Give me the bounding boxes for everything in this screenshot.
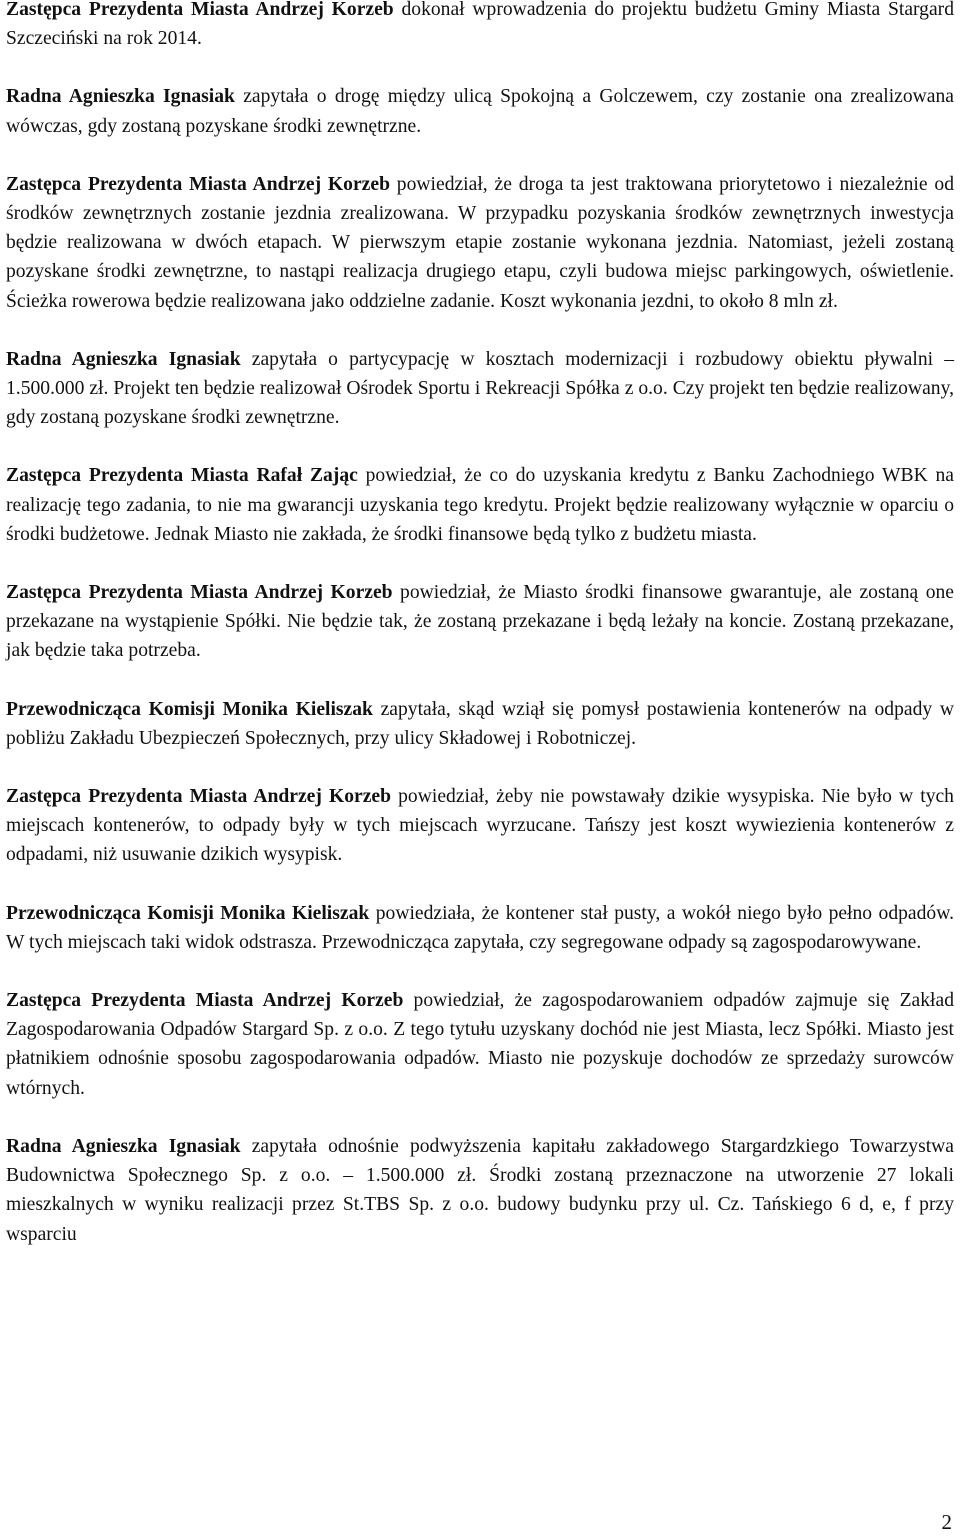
speaker-name: Przewodnicząca Komisji Monika Kieliszak <box>6 902 370 924</box>
page-number: 2 <box>941 1510 952 1534</box>
paragraph-text: zapytała odnośnie podwyższenia kapitału zakładowego Stargardzkiego Towarzystwa Budownictwa Społecznego Sp. z o.o. – 1.500.000 zł. Środki zostaną przeznaczone na utworzenie 27 lokali mieszkalnych w wyniku realizacji przez St.TBS Sp. z o.o. budowy budynku przy ul. Cz. Tańskiego 6 d, e, f przy wsparciu <box>6 1135 954 1245</box>
speaker-name: Radna Agnieszka Ignasiak <box>6 1135 241 1157</box>
speaker-name: Zastępca Prezydenta Miasta Andrzej Korzeb <box>6 786 392 808</box>
speaker-name: Zastępca Prezydenta Miasta Andrzej Korzeb <box>6 582 393 604</box>
paragraph <box>6 1132 954 1249</box>
paragraph-text: powiedział, że zagospodarowaniem odpadów zajmuje się Zakład Zagospodarowania Odpadów Stargard Sp. z o.o. Z tego tytułu uzyskany dochód nie jest Miasta, lecz Spółki. Miasto jest płatnikiem odnośnie sposobu zagospodarowania odpadów. Miasto nie pozyskuje dochodów ze sprzedaży surowców wtórnych. <box>6 990 954 1099</box>
paragraph-text: zapytała, skąd wziął się pomysł postawienia kontenerów na odpady w pobliżu Zakładu Ubezpieczeń Społecznych, przy ulicy Składowej i Robotniczej. <box>6 698 954 749</box>
paragraph <box>6 345 954 433</box>
paragraph-text: zapytała o drogę między ulicą Spokojną a Golczewem, czy zostanie ona zrealizowana wówczas, gdy zostaną pozyskane środki zewnętrzne. <box>6 86 955 137</box>
paragraph <box>6 782 954 870</box>
speaker-name: Zastępca Prezydenta Miasta Andrzej Korzeb <box>6 990 404 1012</box>
paragraph <box>6 986 954 1103</box>
paragraph <box>6 578 954 666</box>
paragraph-text: powiedziała, że kontener stał pusty, a wokół niego było pełno odpadów. W tych miejscach taki widok odstrasza. Przewodnicząca zapytała, czy segregowane odpady są zagospodarowywane. <box>6 902 954 953</box>
speaker-name: Radna Agnieszka Ignasiak <box>6 86 235 108</box>
speaker-name: Zastępca Prezydenta Miasta Andrzej Korzeb <box>6 173 390 195</box>
paragraph-text: powiedział, że droga ta jest traktowana priorytetowo i niezależnie od środków zewnętrznych zostanie jezdnia zrealizowana. W przypadku pozyskania środków zewnętrznych inwestycja będzie realizowana w dwóch etapach. W pierwszym etapie zostanie wykonana jezdnia. Natomiast, jeżeli zostaną pozyskane środki zewnętrzne, to nastąpi realizacja drugiego etapu, czyli budowa miejsc parkingowych, oświetlenie. Ścieżka rowerowa będzie realizowana jako oddzielne zadanie. Koszt wykonania jezdni, to około 8 mln zł. <box>6 173 954 312</box>
paragraph-text: zapytała o partycypację w kosztach modernizacji i rozbudowy obiektu pływalni – 1.500.000 zł. Projekt ten będzie realizował Ośrodek Sportu i Rekreacji Spółka z o.o. Czy projekt ten będzie realizowany, gdy zostaną pozyskane środki zewnętrzne. <box>6 348 954 429</box>
speaker-name: Przewodnicząca Komisji Monika Kieliszak <box>6 698 373 720</box>
paragraph <box>6 695 954 753</box>
speaker-name: Zastępca Prezydenta Miasta Rafał Zając <box>6 465 358 487</box>
document-page <box>6 0 954 1278</box>
paragraph-text: dokonał wprowadzenia do projektu budżetu Gminy Miasta Stargard Szczeciński na rok 2014. <box>6 0 954 50</box>
paragraph <box>6 461 954 549</box>
paragraph-text: powiedział, że co do uzyskania kredytu z Banku Zachodniego WBK na realizację tego zadania, to nie ma gwarancji uzyskania tego kredytu. Projekt będzie realizowany wyłącznie w oparciu o środki budżetowe. Jednak Miasto nie zakłada, że środki finansowe będą tylko z budżetu miasta. <box>6 465 954 545</box>
speaker-name: Zastępca Prezydenta Miasta Andrzej Korzeb <box>6 0 394 20</box>
paragraph <box>6 170 954 316</box>
paragraph-text: powiedział, żeby nie powstawały dzikie wysypiska. Nie było w tych miejscach kontenerów, to odpady były w tych miejscach wyrzucane. Tańszy jest koszt wywiezienia kontenerów z odpadami, niż usuwanie dzikich wysypisk. <box>6 786 954 866</box>
paragraph <box>6 0 954 53</box>
paragraph <box>6 82 954 140</box>
paragraph <box>6 899 954 957</box>
paragraph-text: powiedział, że Miasto środki finansowe gwarantuje, ale zostaną one przekazane na wystąpienie Spółki. Nie będzie tak, że zostaną przekazane i będą leżały na koncie. Zostaną przekazane, jak będzie taka potrzeba. <box>6 582 954 662</box>
speaker-name: Radna Agnieszka Ignasiak <box>6 348 241 370</box>
